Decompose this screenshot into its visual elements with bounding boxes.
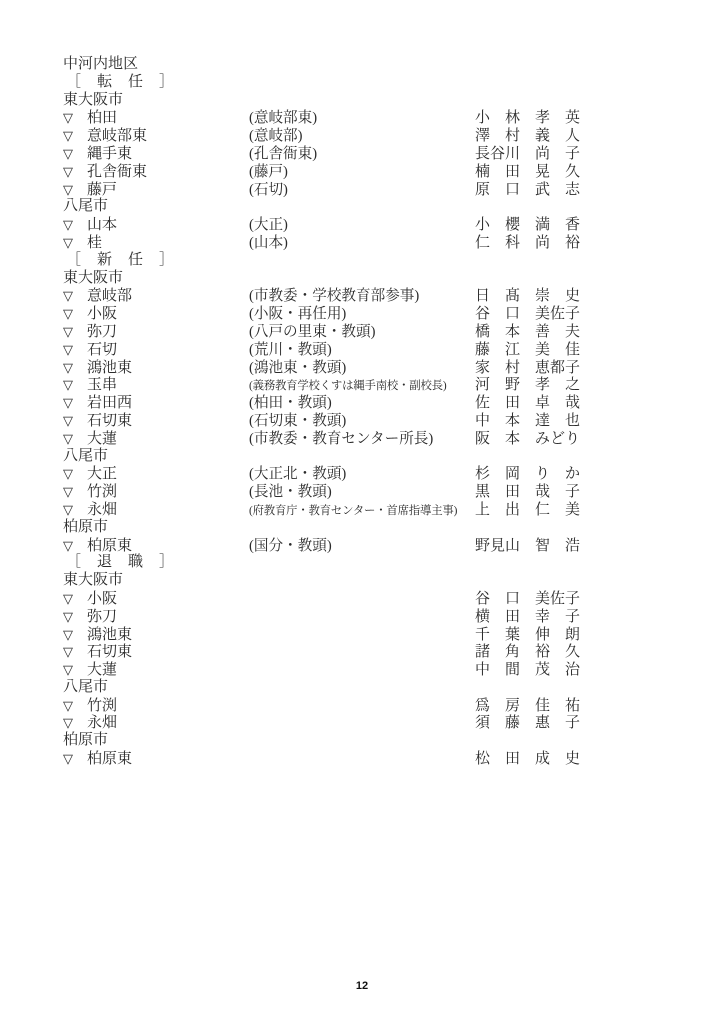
- entry-row: [63, 501, 694, 519]
- school-name: 大蓮: [87, 430, 118, 447]
- triangle-marker-icon: ▽: [63, 145, 73, 161]
- triangle-marker-icon: ▽: [63, 359, 73, 375]
- previous-post: (藤戸): [249, 163, 288, 180]
- entry-row: [63, 537, 694, 555]
- entry-row: [63, 412, 694, 430]
- school-name: 弥刀: [87, 323, 118, 340]
- entry-row: [63, 376, 694, 394]
- triangle-marker-icon: ▽: [63, 306, 73, 322]
- school-name: 藤戸: [87, 181, 118, 198]
- triangle-marker-icon: ▽: [63, 466, 73, 482]
- person-name: 橋 本 善 夫: [475, 323, 581, 340]
- section: [63, 252, 694, 555]
- triangle-marker-icon: ▽: [63, 608, 73, 624]
- entry-row: [63, 465, 694, 483]
- school-name: 大正: [87, 466, 118, 483]
- school-name: 孔舎衙東: [87, 163, 148, 180]
- person-name: 日 髙 崇 史: [475, 288, 581, 305]
- previous-post: (孔舎衙東): [249, 145, 318, 162]
- triangle-marker-icon: ▽: [63, 715, 73, 731]
- previous-post: (小阪・再任用): [249, 306, 347, 323]
- entry-row: [63, 305, 694, 323]
- person-name: 澤 村 義 人: [475, 128, 581, 145]
- personnel-sections: [63, 74, 694, 768]
- previous-post: (大正): [249, 217, 288, 234]
- person-name: 須 藤 惠 子: [475, 715, 581, 732]
- person-name: 家 村 恵都子: [475, 359, 581, 376]
- person-name: 小 林 孝 英: [475, 110, 581, 127]
- school-name: 柏原東: [87, 537, 133, 554]
- city-header: 八尾市: [63, 198, 109, 215]
- region-title: 中河内地区: [63, 56, 139, 72]
- school-name: 桂: [87, 234, 103, 251]
- school-name: 山本: [87, 217, 118, 234]
- school-name: 石切: [87, 341, 118, 358]
- entry-row: [63, 323, 694, 341]
- person-name: 諸 角 裕 久: [475, 644, 581, 661]
- entry-row: [63, 359, 694, 377]
- triangle-marker-icon: ▽: [63, 377, 73, 393]
- triangle-marker-icon: ▽: [63, 323, 73, 339]
- school-name: 柏原東: [87, 751, 133, 768]
- person-name: 爲 房 佳 祐: [475, 697, 581, 714]
- triangle-marker-icon: ▽: [63, 751, 73, 767]
- entry-row: [63, 181, 694, 199]
- previous-post: (大正北・教頭): [249, 466, 347, 483]
- school-name: 永畑: [87, 715, 118, 732]
- previous-post: (荒川・教頭): [249, 341, 332, 358]
- section-header: ［ 新 任 ］: [66, 251, 175, 268]
- triangle-marker-icon: ▽: [63, 395, 73, 411]
- school-name: 石切東: [87, 644, 133, 661]
- previous-post: (市教委・教育センター所長): [249, 430, 434, 447]
- entry-row: [63, 697, 694, 715]
- previous-post: (意岐部): [249, 128, 303, 145]
- city-header: 八尾市: [63, 447, 109, 464]
- triangle-marker-icon: ▽: [63, 341, 73, 357]
- school-name: 弥刀: [87, 608, 118, 625]
- city-header: 柏原市: [63, 518, 109, 535]
- triangle-marker-icon: ▽: [63, 217, 73, 233]
- school-name: 竹渕: [87, 484, 118, 501]
- previous-post: (鴻池東・教頭): [249, 359, 347, 376]
- previous-post: (市教委・学校教育部参事): [249, 288, 420, 305]
- person-name: 仁 科 尚 裕: [475, 234, 581, 251]
- city-header: 柏原市: [63, 732, 109, 749]
- section: [63, 554, 694, 768]
- person-name: 黒 田 哉 子: [475, 484, 581, 501]
- person-name: 河 野 孝 之: [475, 377, 581, 394]
- document-content: [63, 56, 694, 768]
- entry-row: [63, 643, 694, 661]
- triangle-marker-icon: ▽: [63, 412, 73, 428]
- school-name: 玉串: [87, 377, 118, 394]
- city-header: 東大阪市: [63, 572, 124, 589]
- person-name: 佐 田 卓 哉: [475, 395, 581, 412]
- school-name: 小阪: [87, 590, 118, 607]
- person-name: 松 田 成 史: [475, 751, 581, 768]
- triangle-marker-icon: ▽: [63, 662, 73, 678]
- entry-row: [63, 714, 694, 732]
- entry-row: [63, 661, 694, 679]
- section-header: ［ 転 任 ］: [66, 73, 175, 90]
- school-name: 鴻池東: [87, 626, 133, 643]
- previous-post: (国分・教頭): [249, 537, 332, 554]
- person-name: 杉 岡 り か: [475, 466, 581, 483]
- previous-post: (意岐部東): [249, 110, 318, 127]
- entry-row: [63, 608, 694, 626]
- person-name: 中 間 茂 治: [475, 662, 581, 679]
- entry-row: [63, 234, 694, 252]
- section-header: ［ 退 職 ］: [66, 554, 175, 571]
- previous-post: (義務教育学校くすは縄手南校・副校長): [249, 380, 447, 393]
- person-name: 長谷川 尚 子: [475, 145, 581, 162]
- previous-post: (石切東・教頭): [249, 412, 347, 429]
- entry-row: [63, 430, 694, 448]
- school-name: 小阪: [87, 306, 118, 323]
- school-name: 柏田: [87, 110, 118, 127]
- triangle-marker-icon: ▽: [63, 590, 73, 606]
- school-name: 岩田西: [87, 395, 133, 412]
- city-header: 東大阪市: [63, 91, 124, 108]
- entry-row: [63, 590, 694, 608]
- entry-row: [63, 145, 694, 163]
- school-name: 縄手東: [87, 145, 133, 162]
- entry-row: [63, 750, 694, 768]
- entry-row: [63, 109, 694, 127]
- school-name: 竹渕: [87, 697, 118, 714]
- school-name: 意岐部東: [87, 128, 148, 145]
- triangle-marker-icon: ▽: [63, 128, 73, 144]
- triangle-marker-icon: ▽: [63, 626, 73, 642]
- entry-row: [63, 394, 694, 412]
- school-name: 鴻池東: [87, 359, 133, 376]
- previous-post: (府教育庁・教育センター・首席指導主事): [249, 504, 458, 517]
- entry-row: [63, 341, 694, 359]
- triangle-marker-icon: ▽: [63, 288, 73, 304]
- triangle-marker-icon: ▽: [63, 234, 73, 250]
- person-name: 上 出 仁 美: [475, 501, 581, 518]
- person-name: 楠 田 晃 久: [475, 163, 581, 180]
- person-name: 横 田 幸 子: [475, 608, 581, 625]
- triangle-marker-icon: ▽: [63, 484, 73, 500]
- city-header: 八尾市: [63, 678, 109, 695]
- school-name: 意岐部: [87, 288, 133, 305]
- entry-row: [63, 127, 694, 145]
- previous-post: (石切): [249, 181, 288, 198]
- school-name: 石切東: [87, 412, 133, 429]
- person-name: 藤 江 美 佳: [475, 341, 581, 358]
- person-name: 中 本 達 也: [475, 412, 581, 429]
- entry-row: [63, 483, 694, 501]
- person-name: 阪 本 みどり: [475, 430, 581, 447]
- page-number: 12: [355, 980, 369, 992]
- previous-post: (長池・教頭): [249, 484, 332, 501]
- school-name: 大蓮: [87, 662, 118, 679]
- triangle-marker-icon: ▽: [63, 644, 73, 660]
- section: [63, 74, 694, 252]
- person-name: 谷 口 美佐子: [475, 306, 581, 323]
- triangle-marker-icon: ▽: [63, 537, 73, 553]
- triangle-marker-icon: ▽: [63, 697, 73, 713]
- triangle-marker-icon: ▽: [63, 430, 73, 446]
- person-name: 谷 口 美佐子: [475, 590, 581, 607]
- entry-row: [63, 626, 694, 644]
- person-name: 野見山 智 浩: [475, 537, 581, 554]
- previous-post: (山本): [249, 234, 288, 251]
- person-name: 原 口 武 志: [475, 181, 581, 198]
- person-name: 小 櫻 満 香: [475, 217, 581, 234]
- triangle-marker-icon: ▽: [63, 110, 73, 126]
- previous-post: (柏田・教頭): [249, 395, 332, 412]
- triangle-marker-icon: ▽: [63, 181, 73, 197]
- school-name: 永畑: [87, 501, 118, 518]
- triangle-marker-icon: ▽: [63, 501, 73, 517]
- person-name: 千 葉 伸 朗: [475, 626, 581, 643]
- triangle-marker-icon: ▽: [63, 163, 73, 179]
- previous-post: (八戸の里東・教頭): [249, 323, 376, 340]
- city-header: 東大阪市: [63, 269, 124, 286]
- entry-row: [63, 287, 694, 305]
- entry-row: [63, 163, 694, 181]
- entry-row: [63, 216, 694, 234]
